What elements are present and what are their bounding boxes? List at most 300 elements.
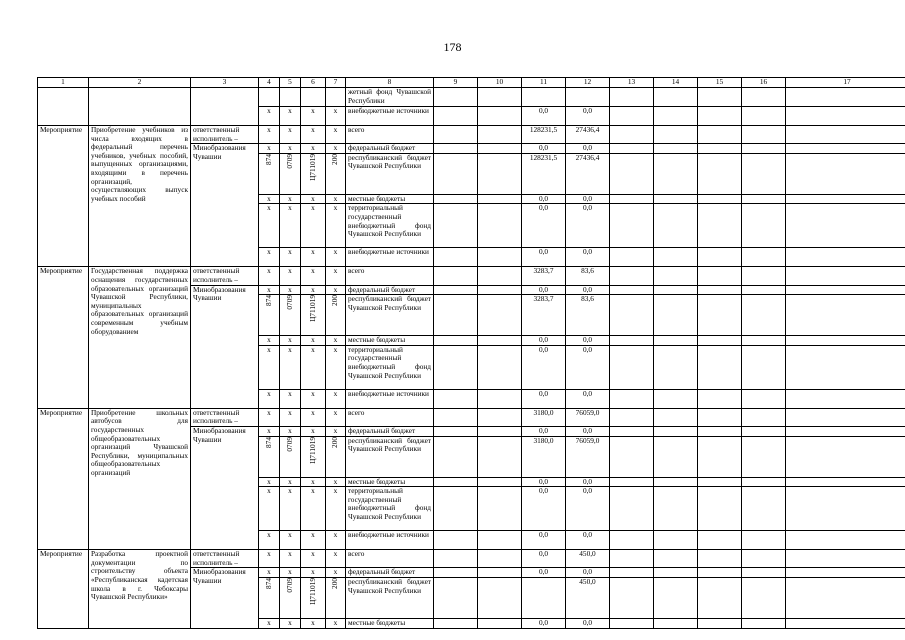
value-2020: 0,0: [566, 568, 610, 578]
measure-kind: Мероприятие: [38, 550, 89, 628]
rzpr-code: [280, 436, 301, 477]
empty-cell: [434, 126, 478, 144]
empty-cell: [786, 295, 905, 336]
empty-cell: [742, 194, 786, 204]
source-cell: республиканский бюджет Чувашской Республики: [346, 295, 434, 336]
empty-cell: [742, 126, 786, 144]
empty-cell: [786, 336, 905, 346]
empty-cell: [698, 144, 742, 154]
empty-cell: [786, 285, 905, 295]
empty-cell: [654, 477, 698, 487]
column-number: 2: [89, 78, 191, 88]
empty-cell: [698, 477, 742, 487]
empty-cell: [654, 389, 698, 408]
x-mark: x: [259, 426, 280, 436]
vr-code-text: 200: [330, 577, 340, 589]
x-mark: x: [301, 487, 326, 531]
empty-cell: [434, 285, 478, 295]
empty-cell: [698, 107, 742, 126]
empty-cell: [742, 204, 786, 248]
vr-code-text: 200: [330, 295, 340, 307]
empty-cell: [434, 568, 478, 578]
empty-cell: [434, 408, 478, 426]
x-mark: x: [259, 531, 280, 550]
empty-cell: [610, 204, 654, 248]
rzpr-code-text: 0709: [284, 577, 294, 593]
budget-table: [37, 77, 905, 629]
empty-cell: [742, 153, 786, 194]
empty-cell: [786, 345, 905, 389]
empty-cell: [698, 194, 742, 204]
empty-cell: [654, 267, 698, 285]
empty-cell: [698, 285, 742, 295]
measure-name: Разработка проектной документации по строительству объекта «Республиканская кадетская школа в г. Чебоксары Чувашской Республики»: [89, 550, 191, 628]
empty-cell: [434, 345, 478, 389]
value-2019: 0,0: [522, 426, 566, 436]
x-mark: x: [301, 194, 326, 204]
empty-cell: [478, 267, 522, 285]
empty-cell: [742, 107, 786, 126]
column-number: 10: [478, 78, 522, 88]
empty-cell: [742, 531, 786, 550]
value-2020: 76059,0: [566, 436, 610, 477]
x-mark: x: [280, 477, 301, 487]
empty-cell: [654, 345, 698, 389]
x-mark: x: [301, 267, 326, 285]
source-cell: федеральный бюджет: [346, 285, 434, 295]
x-mark: x: [259, 550, 280, 568]
column-number: 4: [259, 78, 280, 88]
measure-kind: Мероприятие: [38, 267, 89, 408]
x-mark: x: [280, 487, 301, 531]
value-2020: 0,0: [566, 107, 610, 126]
empty-cell: [478, 107, 522, 126]
column-number: 1: [38, 78, 89, 88]
x-mark: x: [326, 248, 346, 267]
vr-code: [326, 577, 346, 618]
value-2020: 0,0: [566, 336, 610, 346]
value-2020: 0,0: [566, 194, 610, 204]
source-cell: всего: [346, 550, 434, 568]
value-2019: 0,0: [522, 194, 566, 204]
empty-cell: [654, 194, 698, 204]
column-number: 11: [522, 78, 566, 88]
column-number: 6: [301, 78, 326, 88]
column-number: 9: [434, 78, 478, 88]
column-number: 14: [654, 78, 698, 88]
vr-code-text: 200: [330, 153, 340, 165]
cont-resp-cell: [191, 88, 259, 126]
empty-cell: [434, 477, 478, 487]
source-cell: республиканский бюджет Чувашской Республики: [346, 436, 434, 477]
value-2019: 0,0: [522, 107, 566, 126]
table-row: [38, 267, 905, 285]
x-mark: x: [259, 285, 280, 295]
responsible-ministry: Минобразования Чувашии: [191, 144, 259, 267]
empty-cell: [698, 487, 742, 531]
empty-cell: [478, 618, 522, 628]
vr-code-text: 200: [330, 436, 340, 448]
x-mark: x: [280, 389, 301, 408]
responsible-ministry: Минобразования Чувашии: [191, 285, 259, 408]
x-mark: x: [301, 336, 326, 346]
csr-code: [301, 577, 326, 618]
empty-cell: [259, 88, 280, 107]
x-mark: x: [301, 345, 326, 389]
empty-cell: [478, 204, 522, 248]
empty-cell: [786, 248, 905, 267]
table-row: [38, 126, 905, 144]
x-mark: x: [259, 618, 280, 628]
x-mark: x: [280, 126, 301, 144]
empty-cell: [742, 389, 786, 408]
x-mark: x: [280, 345, 301, 389]
empty-cell: [434, 194, 478, 204]
table-row: [38, 550, 905, 568]
value-2020: 0,0: [566, 248, 610, 267]
x-mark: x: [326, 477, 346, 487]
empty-cell: [610, 144, 654, 154]
x-mark: x: [326, 531, 346, 550]
x-mark: x: [326, 285, 346, 295]
empty-cell: [610, 88, 654, 107]
grbs-code: [259, 436, 280, 477]
source-cell: местные бюджеты: [346, 477, 434, 487]
responsible-executor: ответственный исполнитель –: [191, 408, 259, 426]
x-mark: x: [301, 618, 326, 628]
empty-cell: [742, 144, 786, 154]
csr-code-text: Ц711019: [307, 295, 317, 323]
source-cell: федеральный бюджет: [346, 426, 434, 436]
x-mark: x: [326, 345, 346, 389]
x-mark: x: [301, 126, 326, 144]
value-2020: 83,6: [566, 267, 610, 285]
csr-code: [301, 436, 326, 477]
source-cell: федеральный бюджет: [346, 568, 434, 578]
empty-cell: [478, 285, 522, 295]
empty-cell: [610, 285, 654, 295]
empty-cell: [434, 531, 478, 550]
empty-cell: [742, 336, 786, 346]
empty-cell: [742, 487, 786, 531]
empty-cell: [654, 577, 698, 618]
vr-code: [326, 153, 346, 194]
empty-cell: [478, 408, 522, 426]
grbs-code: [259, 295, 280, 336]
x-mark: x: [326, 107, 346, 126]
empty-cell: [610, 345, 654, 389]
value-2020: 0,0: [566, 618, 610, 628]
empty-cell: [698, 426, 742, 436]
column-number: 13: [610, 78, 654, 88]
empty-cell: [698, 153, 742, 194]
empty-cell: [786, 194, 905, 204]
x-mark: x: [280, 107, 301, 126]
empty-cell: [434, 248, 478, 267]
empty-cell: [610, 618, 654, 628]
empty-cell: [654, 248, 698, 267]
empty-cell: [786, 550, 905, 568]
x-mark: x: [301, 426, 326, 436]
empty-cell: [654, 550, 698, 568]
source-cell: федеральный бюджет: [346, 144, 434, 154]
source-cell: всего: [346, 408, 434, 426]
empty-cell: [786, 477, 905, 487]
x-mark: x: [259, 126, 280, 144]
source-cell: всего: [346, 267, 434, 285]
empty-cell: [610, 487, 654, 531]
empty-cell: [434, 153, 478, 194]
column-number: 16: [742, 78, 786, 88]
empty-cell: [698, 336, 742, 346]
empty-cell: [478, 144, 522, 154]
value-2020: 27436,4: [566, 126, 610, 144]
x-mark: x: [280, 550, 301, 568]
x-mark: x: [280, 144, 301, 154]
empty-cell: [434, 295, 478, 336]
column-number: 8: [346, 78, 434, 88]
csr-code: [301, 153, 326, 194]
empty-cell: [434, 204, 478, 248]
table-header-row: [38, 78, 905, 88]
x-mark: x: [326, 267, 346, 285]
value-2019: 0,0: [522, 336, 566, 346]
value-2020: 0,0: [566, 144, 610, 154]
empty-cell: [786, 577, 905, 618]
empty-cell: [698, 568, 742, 578]
column-number: 15: [698, 78, 742, 88]
source-cell: местные бюджеты: [346, 194, 434, 204]
value-2020: 27436,4: [566, 153, 610, 194]
x-mark: x: [301, 204, 326, 248]
empty-cell: [654, 144, 698, 154]
x-mark: x: [259, 408, 280, 426]
empty-cell: [434, 88, 478, 107]
empty-cell: [742, 618, 786, 628]
empty-cell: [478, 531, 522, 550]
empty-cell: [610, 426, 654, 436]
empty-cell: [654, 204, 698, 248]
empty-cell: [786, 408, 905, 426]
empty-cell: [654, 126, 698, 144]
x-mark: x: [326, 568, 346, 578]
rzpr-code-text: 0709: [284, 295, 294, 310]
grbs-code-text: 874: [263, 295, 273, 307]
empty-cell: [654, 436, 698, 477]
grbs-code-text: 874: [263, 577, 273, 589]
empty-cell: [434, 618, 478, 628]
x-mark: x: [326, 487, 346, 531]
x-mark: x: [259, 194, 280, 204]
empty-cell: [478, 345, 522, 389]
value-2019: 0,0: [522, 204, 566, 248]
empty-cell: [654, 285, 698, 295]
csr-code-text: Ц711019: [307, 577, 317, 605]
x-mark: x: [301, 144, 326, 154]
empty-cell: [786, 267, 905, 285]
empty-cell: [610, 336, 654, 346]
column-number: 12: [566, 78, 610, 88]
value-2019: 0,0: [522, 144, 566, 154]
x-mark: x: [301, 408, 326, 426]
x-mark: x: [280, 285, 301, 295]
rzpr-code: [280, 577, 301, 618]
empty-cell: [654, 295, 698, 336]
empty-cell: [478, 126, 522, 144]
empty-cell: [698, 408, 742, 426]
value-2019: 3180,0: [522, 408, 566, 426]
responsible-ministry: Минобразования Чувашии: [191, 426, 259, 549]
empty-cell: [478, 336, 522, 346]
table-row: [38, 88, 905, 107]
empty-cell: [742, 477, 786, 487]
empty-cell: [478, 436, 522, 477]
empty-cell: [698, 295, 742, 336]
empty-cell: [742, 426, 786, 436]
empty-cell: [434, 426, 478, 436]
empty-cell: [478, 426, 522, 436]
column-number: 3: [191, 78, 259, 88]
empty-cell: [654, 336, 698, 346]
empty-cell: [786, 389, 905, 408]
empty-cell: [434, 389, 478, 408]
responsible-executor: ответственный исполнитель –: [191, 126, 259, 144]
value-2019: 3283,7: [522, 267, 566, 285]
responsible-executor: ответственный исполнитель –: [191, 550, 259, 568]
empty-cell: [610, 436, 654, 477]
grbs-code: [259, 153, 280, 194]
rzpr-code: [280, 153, 301, 194]
value-2019: 0,0: [522, 618, 566, 628]
empty-cell: [610, 107, 654, 126]
empty-cell: [698, 126, 742, 144]
empty-cell: [654, 531, 698, 550]
empty-cell: [654, 408, 698, 426]
x-mark: x: [280, 426, 301, 436]
empty-cell: [786, 436, 905, 477]
x-mark: x: [326, 389, 346, 408]
empty-cell: [478, 389, 522, 408]
empty-cell: [478, 577, 522, 618]
empty-cell: [434, 107, 478, 126]
value-2020: 0,0: [566, 345, 610, 389]
value-2019: [522, 577, 566, 618]
empty-cell: [698, 550, 742, 568]
empty-cell: [742, 550, 786, 568]
x-mark: x: [280, 194, 301, 204]
empty-cell: [742, 568, 786, 578]
empty-cell: [698, 577, 742, 618]
value-2020: 0,0: [566, 477, 610, 487]
value-2020: 450,0: [566, 577, 610, 618]
source-cell: территориальный государственный внебюджетный фонд Чувашской Республики: [346, 487, 434, 531]
empty-cell: [478, 88, 522, 107]
empty-cell: [610, 550, 654, 568]
empty-cell: [610, 126, 654, 144]
x-mark: x: [280, 568, 301, 578]
x-mark: x: [326, 336, 346, 346]
x-mark: x: [326, 204, 346, 248]
empty-cell: [742, 267, 786, 285]
x-mark: x: [259, 107, 280, 126]
empty-cell: [786, 426, 905, 436]
x-mark: x: [326, 550, 346, 568]
source-cell: республиканский бюджет Чувашской Республики: [346, 577, 434, 618]
empty-cell: [786, 88, 905, 107]
x-mark: x: [280, 248, 301, 267]
x-mark: x: [301, 248, 326, 267]
x-mark: x: [280, 408, 301, 426]
value-2020: 0,0: [566, 426, 610, 436]
empty-cell: [742, 436, 786, 477]
rzpr-code-text: 0709: [284, 153, 294, 169]
source-cell: местные бюджеты: [346, 336, 434, 346]
empty-cell: [610, 153, 654, 194]
empty-cell: [786, 153, 905, 194]
empty-cell: [786, 126, 905, 144]
empty-cell: [654, 88, 698, 107]
x-mark: x: [259, 204, 280, 248]
page-number: 178: [443, 40, 462, 54]
vr-code: [326, 436, 346, 477]
empty-cell: [280, 88, 301, 107]
x-mark: x: [259, 345, 280, 389]
value-2019: 3283,7: [522, 295, 566, 336]
empty-cell: [698, 204, 742, 248]
value-cell: [566, 88, 610, 107]
empty-cell: [742, 408, 786, 426]
empty-cell: [654, 618, 698, 628]
value-2020: 450,0: [566, 550, 610, 568]
source-cell: местные бюджеты: [346, 618, 434, 628]
x-mark: x: [259, 336, 280, 346]
value-2019: 128231,5: [522, 153, 566, 194]
cont-name-cell: [89, 88, 191, 126]
grbs-code: [259, 577, 280, 618]
value-2019: 0,0: [522, 531, 566, 550]
x-mark: x: [280, 204, 301, 248]
source-cell: всего: [346, 126, 434, 144]
x-mark: x: [326, 408, 346, 426]
source-cell: внебюджетные источники: [346, 107, 434, 126]
x-mark: x: [301, 568, 326, 578]
x-mark: x: [326, 126, 346, 144]
x-mark: x: [326, 144, 346, 154]
empty-cell: [698, 389, 742, 408]
empty-cell: [610, 194, 654, 204]
empty-cell: [654, 568, 698, 578]
x-mark: x: [280, 336, 301, 346]
source-cell: территориальный государственный внебюджетный фонд Чувашской Республики: [346, 345, 434, 389]
empty-cell: [434, 144, 478, 154]
empty-cell: [610, 408, 654, 426]
grbs-code-text: 874: [263, 153, 273, 165]
x-mark: x: [301, 107, 326, 126]
csr-code-text: Ц711019: [307, 436, 317, 464]
value-2019: 0,0: [522, 487, 566, 531]
empty-cell: [786, 144, 905, 154]
empty-cell: [326, 88, 346, 107]
grbs-code-text: 874: [263, 436, 273, 448]
value-2019: 0,0: [522, 389, 566, 408]
value-2020: 0,0: [566, 531, 610, 550]
table-row: [38, 408, 905, 426]
source-cell: внебюджетные источники: [346, 389, 434, 408]
column-number: 17: [786, 78, 905, 88]
empty-cell: [654, 107, 698, 126]
source-cell: жетный фонд Чувашской Республики: [346, 88, 434, 107]
empty-cell: [654, 426, 698, 436]
